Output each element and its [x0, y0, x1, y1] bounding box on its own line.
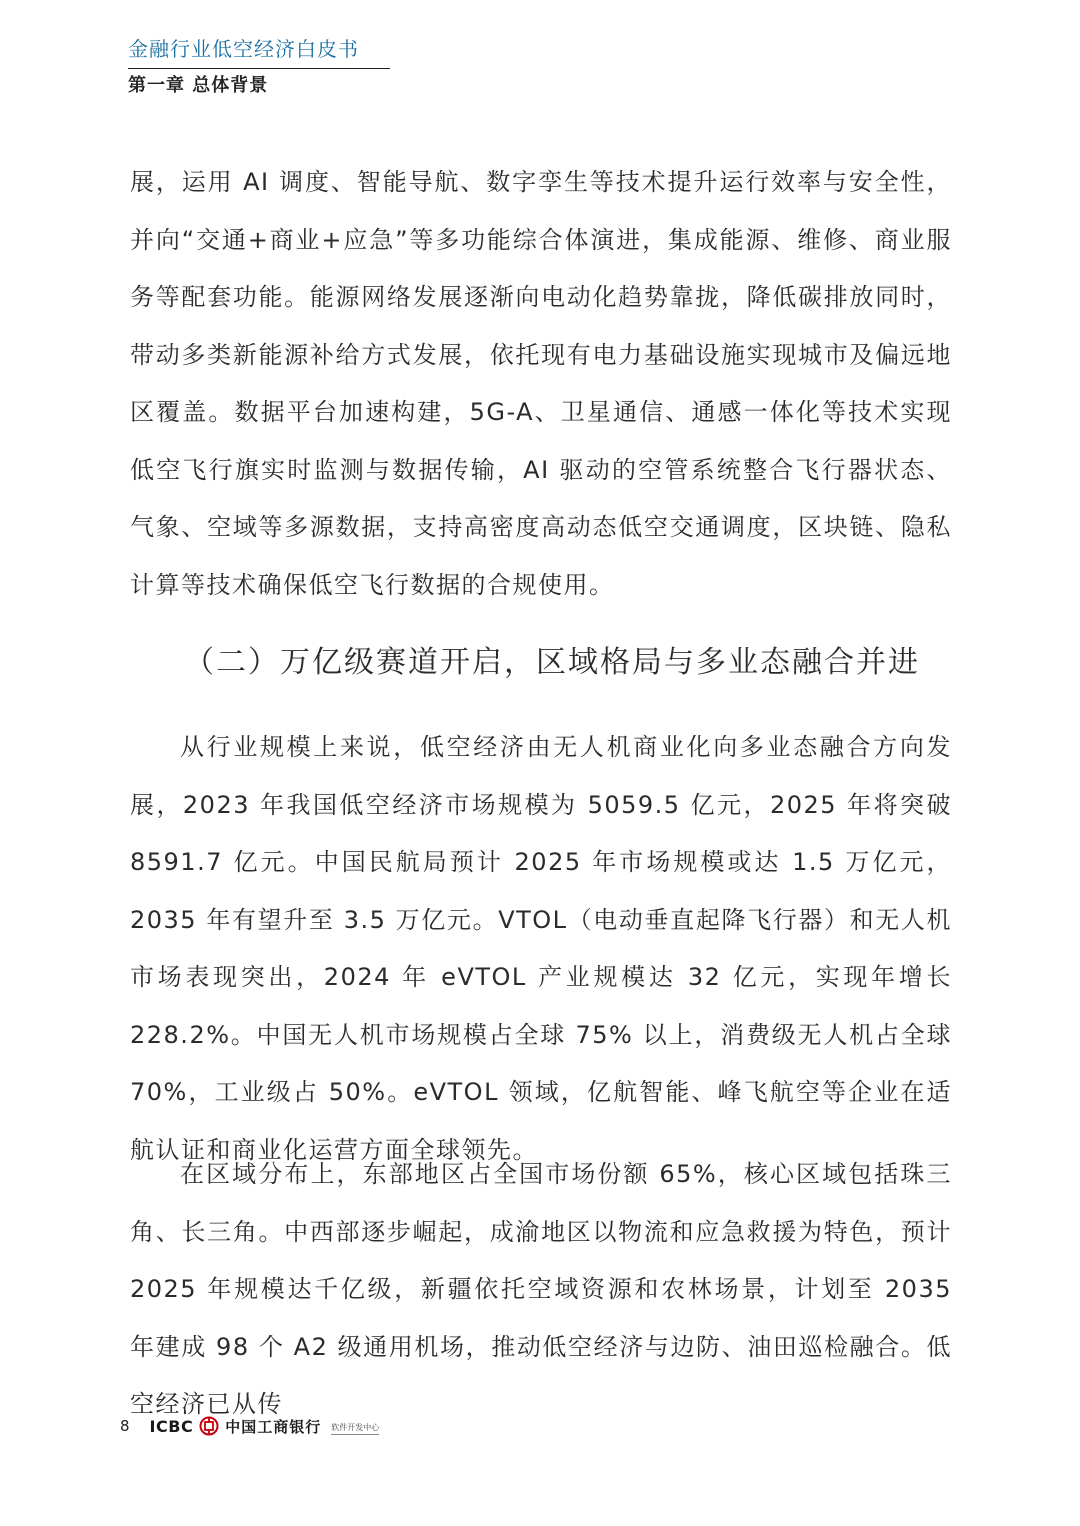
header-divider: [128, 68, 390, 69]
document-title: 金融行业低空经济白皮书: [128, 37, 359, 61]
department-label: 软件开发中心: [331, 1422, 379, 1435]
page-number: 8: [120, 1417, 130, 1435]
section-heading: （二）万亿级赛道开启，区域格局与多业态融合并进: [184, 645, 920, 680]
icbc-logo-icon: [199, 1416, 219, 1436]
body-paragraph-3: 在区域分布上，东部地区占全国市场份额 65%，核心区域包括珠三角、长三角。中西部逐步崛起，成渝地区以物流和应急救援为特色，预计 2025 年规模达千亿级，新疆依托空域资源和农林场景，计划至 2035 年建成 98 个 A2 级通用机场，推动低空经济与边防、油田巡检融合。低空经济已从传: [130, 1160, 952, 1418]
brand-name-english: ICBC: [149, 1416, 194, 1436]
body-paragraph-1: 展，运用 AI 调度、智能导航、数字孪生等技术提升运行效率与安全性，并向“交通+商业+应急”等多功能综合体演进，集成能源、维修、商业服务等配套功能。能源网络发展逐渐向电动化趋势靠拢，降低碳排放同时，带动多类新能源补给方式发展，依托现有电力基础设施实现城市及偏远地区覆盖。数据平台加速构建，5G-A、卫星通信、通感一体化等技术实现低空飞行旗实时监测与数据传输，AI 驱动的空管系统整合飞行器状态、气象、空域等多源数据，支持高密度高动态低空交通调度，区块链、隐私计算等技术确保低空飞行数据的合规使用。: [130, 168, 952, 599]
body-paragraph-2: 从行业规模上来说，低空经济由无人机商业化向多业态融合方向发展，2023 年我国低空经济市场规模为 5059.5 亿元，2025 年将突破 8591.7 亿元。中国民航局预计 2025 年市场规模或达 1.5 万亿元，2035 年有望升至 3.5 万亿元。VTOL（电动垂直起降飞行器）和无人机市场表现突出，2024 年 eVTOL 产业规模达 32 亿元，实现年增长 228.2%。中国无人机市场规模占全球 75% 以上，消费级无人机占全球 70%，工业级占 50%。eVTOL 领域，亿航智能、峰飞航空等企业在适航认证和商业化运营方面全球领先。: [130, 733, 952, 1164]
page-footer: [120, 1411, 379, 1441]
chapter-title: 第一章 总体背景: [128, 75, 269, 96]
page-header: [128, 34, 390, 64]
brand-name-chinese: 中国工商银行: [225, 1417, 322, 1436]
